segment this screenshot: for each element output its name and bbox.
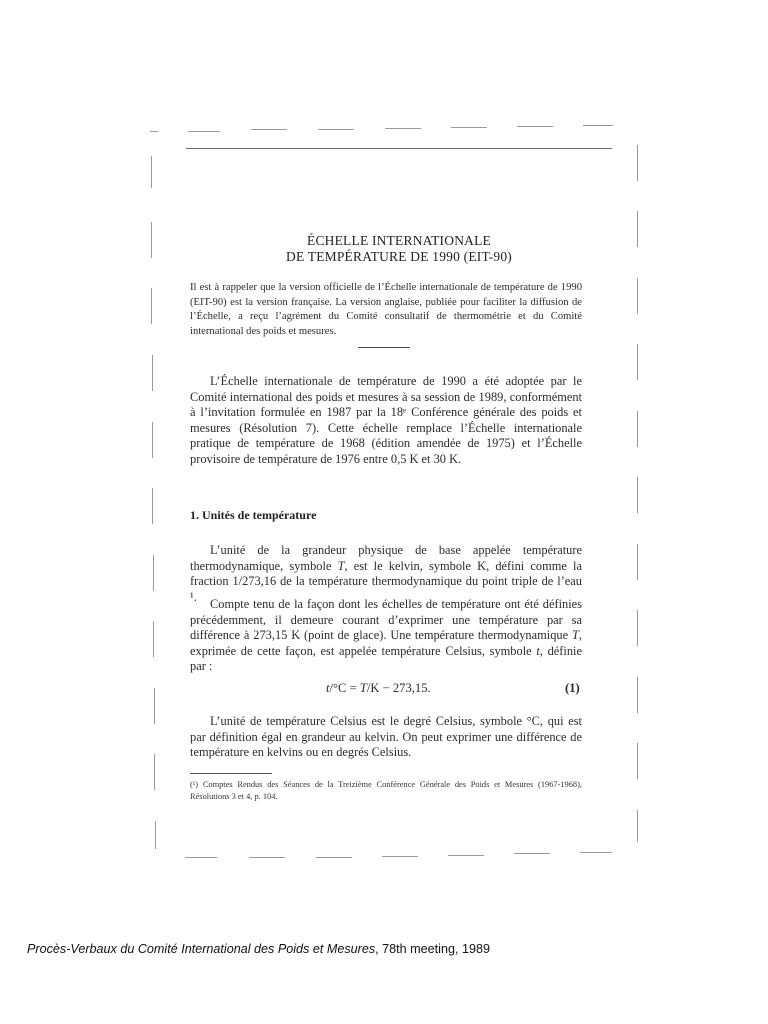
footnote: (¹) Comptes Rendus des Séances de la Treizième Conférence Générale des Poids et Mesures (1967-1968), Résolutions 3 et 4, p. 104. — [190, 780, 582, 801]
document-title-line-2: DE TEMPÉRATURE DE 1990 (EIT-90) — [286, 249, 512, 264]
unit-text-a: L’unité de la grandeur physique de base appelée température thermodynamique, symbole — [190, 543, 582, 573]
paragraph-degree-celsius: L’unité de température Celsius est le degré Celsius, symbole °C, qui est par définition égal en grandeur au kelvin. On peut exprimer une différence de température en kelvins ou en degrés Celsius. — [190, 714, 582, 760]
intro-note: Il est à rappeler que la version officielle de l’Échelle internationale de température de 1990 (EIT-90) est la version française. La version anglaise, publiée pour faciliter la diffusion de l’Échelle, a reçu l’agrément du Comité consultatif de thermométrie et du Comité international des poids et mesures. — [190, 282, 582, 337]
source-caption — [27, 942, 490, 956]
celsius-text-c: , définie par : — [190, 643, 582, 674]
celsius-symbol-T: T — [571, 628, 579, 643]
unit-symbol-T: T — [337, 558, 345, 573]
equation-T: T — [359, 681, 367, 695]
celsius-text-b: , exprimée de cette façon, est appelée température Celsius, symbole — [190, 628, 582, 658]
equation-t: t — [326, 681, 330, 695]
unit-text-b: , est le kelvin, symbole K, défini comme la fraction 1/273,16 de la température thermodynamique du point triple de l’eau ¹. — [190, 558, 582, 604]
equation-number: (1) — [565, 681, 580, 695]
equation-end: /K − 273,15. — [366, 681, 431, 695]
footnote-rule — [190, 773, 272, 774]
source-caption-italic: Procès-Verbaux du Comité International des Poids et Mesures — [27, 942, 376, 956]
top-rule — [186, 148, 612, 149]
equation — [326, 681, 431, 696]
section-heading: 1. Unités de température — [190, 508, 317, 522]
equation-mid: /°C = — [329, 681, 360, 695]
document-title-line-1: ÉCHELLE INTERNATIONALE — [307, 233, 491, 248]
celsius-text-a: Compte tenu de la façon dont les échelles de température ont été définies précédemment, il demeure courant d’exprimer une température par sa différence à 273,15 K (point de glace). Une température thermodynamique — [190, 597, 582, 643]
source-caption-rest: , 78th meeting, 1989 — [375, 942, 490, 956]
separator-rule — [358, 347, 410, 348]
celsius-symbol-t: t — [536, 643, 540, 658]
paragraph-adoption: L’Échelle internationale de température de 1990 a été adoptée par le Comité international des poids et mesures à sa session de 1989, conformément à l’invitation formulée en 1987 par la 18ᵉ Conférence générale des poids et mesures (Résolution 7). Cette échelle remplace l’Échelle internationale pratique de température de 1968 (édition amendée de 1975) et l’Échelle provisoire de température de 1976 entre 0,5 K et 30 K. — [190, 374, 582, 466]
paragraph-celsius — [190, 597, 582, 675]
